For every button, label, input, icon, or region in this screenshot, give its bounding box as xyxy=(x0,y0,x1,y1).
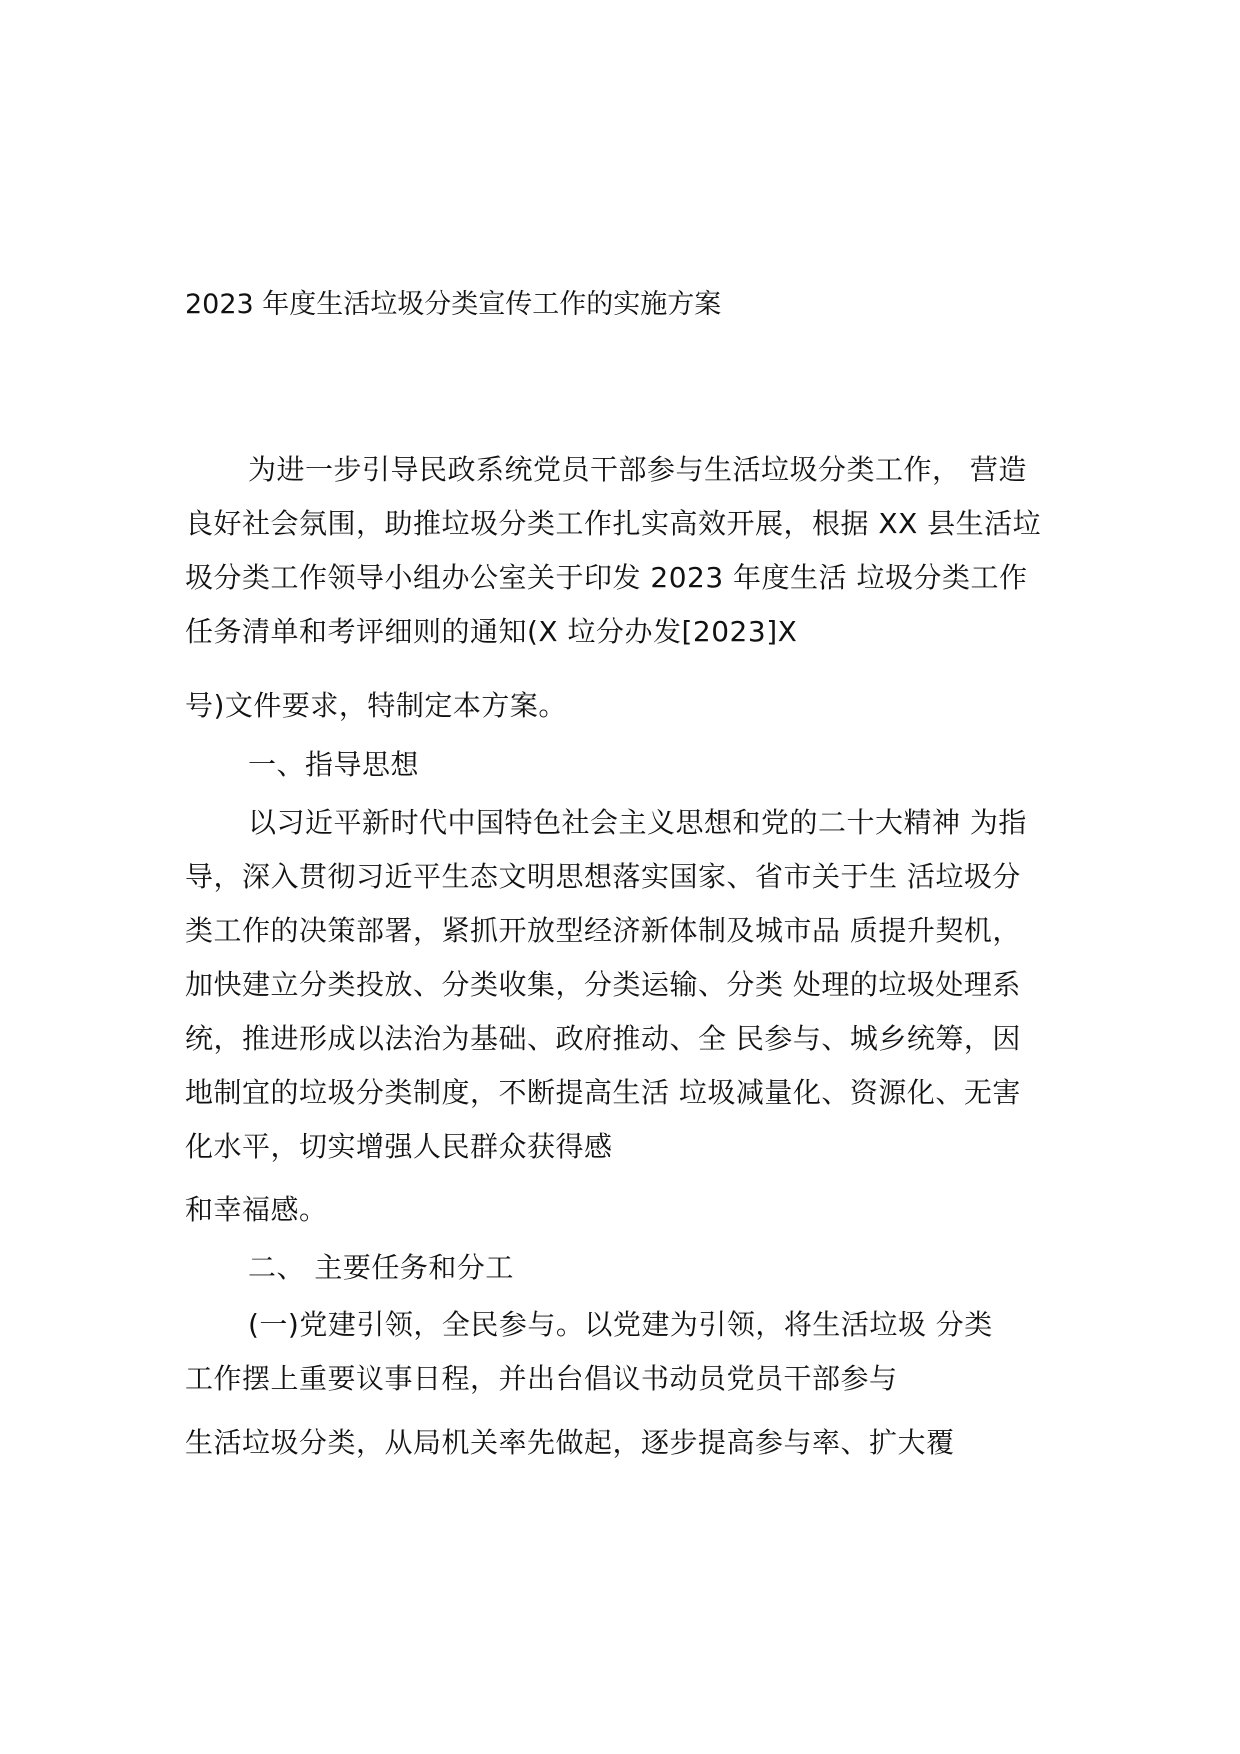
paragraph-line: 统，推进形成以法治为基础、政府推动、全 民参与、城乡统筹，因 xyxy=(185,1022,1021,1055)
paragraph-line: (一)党建引领，全民参与。以党建为引领，将生活垃圾 分类 xyxy=(248,1308,993,1341)
paragraph-line: 良好社会氛围，助推垃圾分类工作扎实高效开展，根据 XX 县生活垃 xyxy=(185,507,1042,540)
paragraph-line: 号)文件要求，特制定本方案。 xyxy=(185,689,567,722)
document-title: 2023 年度生活垃圾分类宣传工作的实施方案 xyxy=(185,289,722,320)
paragraph-line: 导，深入贯彻习近平生态文明思想落实国家、省市关于生 活垃圾分 xyxy=(185,860,1021,893)
paragraph-line: 为进一步引导民政系统党员干部参与生活垃圾分类工作， 营造 xyxy=(248,453,1027,486)
paragraph-line: 任务清单和考评细则的通知(X 垃分办发[2023]X xyxy=(185,615,798,648)
paragraph-line: 地制宜的垃圾分类制度，不断提高生活 垃圾减量化、资源化、无害 xyxy=(185,1076,1021,1109)
paragraph-line: 化水平，切实增强人民群众获得感 xyxy=(185,1130,613,1163)
paragraph-line: 以习近平新时代中国特色社会主义思想和党的二十大精神 为指 xyxy=(248,806,1027,839)
paragraph-line: 工作摆上重要议事日程，并出台倡议书动员党员干部参与 xyxy=(185,1362,898,1395)
paragraph-line: 类工作的决策部署，紧抓开放型经济新体制及城市品 质提升契机， xyxy=(185,914,1021,947)
section-heading-1: 一、指导思想 xyxy=(248,748,420,781)
paragraph-line: 生活垃圾分类，从局机关率先做起，逐步提高参与率、扩大覆 xyxy=(185,1426,955,1459)
paragraph-line: 加快建立分类投放、分类收集，分类运输、分类 处理的垃圾处理系 xyxy=(185,968,1021,1001)
section-heading-2: 二、 主要任务和分工 xyxy=(248,1251,514,1284)
paragraph-line: 和幸福感。 xyxy=(185,1193,328,1226)
paragraph-line: 圾分类工作领导小组办公室关于印发 2023 年度生活 垃圾分类工作 xyxy=(185,561,1028,594)
